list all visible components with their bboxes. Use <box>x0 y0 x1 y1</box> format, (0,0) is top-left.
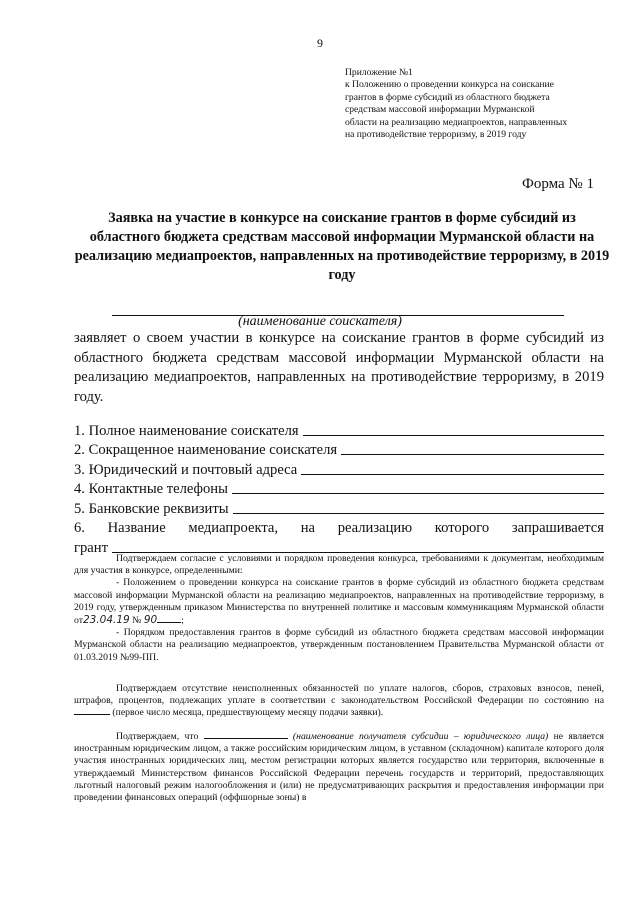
field-label-word: Название <box>107 520 166 536</box>
field-label-word: реализацию <box>337 520 413 536</box>
field-label: 5. Банковские реквизиты <box>74 500 229 517</box>
field-label-word: медиапроекта, <box>188 520 279 536</box>
confirmation-no-debts <box>74 683 604 720</box>
field-label: 1. Полное наименование соискателя <box>74 422 299 439</box>
field-bank-details <box>74 498 604 518</box>
field-phones <box>74 479 604 499</box>
field-input-line[interactable] <box>233 513 604 514</box>
field-input-line[interactable] <box>232 493 604 494</box>
field-input-line[interactable] <box>301 474 604 475</box>
number-sign: № <box>132 615 142 627</box>
not-foreign-text-b: не является иностранным юридическим лицом, а также российским юридическим лицом, в уставном (складочном) капитале которого доля участия иностранных юридических лиц, местом регистрации которых является государство или территория, включенные в утверждаемый Министерством финансов Российской Федерации перечень государств и территорий, предоставляющих льготный налоговый режим налогообложения и (или) не предусматривающих раскрытия и предоставления информации при проведении финансовых операций (оффшорные зоны) в <box>74 731 605 804</box>
field-address <box>74 459 604 479</box>
field-label: 2. Сокращенное наименование соискателя <box>74 442 338 458</box>
no-debts-text <box>74 683 604 720</box>
appendix-line: средствам массовой информации Мурманской <box>345 104 535 116</box>
field-label-word: которого <box>434 520 490 536</box>
field-project-name <box>74 518 604 538</box>
field-label-word: на <box>300 520 316 536</box>
field-input-line[interactable] <box>341 454 604 455</box>
application-fields <box>74 420 604 557</box>
appendix-line: к Положению о проведении конкурса на соискание <box>345 79 554 91</box>
appendix-line: грантов в форме субсидий из областного бюджета <box>345 91 550 103</box>
field-label-word: 6. <box>74 520 85 536</box>
not-foreign-text <box>74 731 604 804</box>
form-number: Форма № 1 <box>522 176 594 192</box>
applicant-name-caption: (наименование соискателя) <box>238 314 402 329</box>
appendix-line: на противодействие терроризму, в 2019 году <box>345 129 527 141</box>
field-label-word: запрашивается <box>511 520 604 536</box>
conditions-item-procedure: - Порядком предоставления грантов в форме субсидий из областного бюджета средствам массовой информации Мурманской области на реализацию медиапроектов, утвержденным постановлением Правительства Мурманской области от 01.03.2019 №99-ПП. <box>74 627 604 663</box>
recipient-blank[interactable] <box>204 738 288 739</box>
application-title: Заявка на участие в конкурсе на соискание грантов в форме субсидий из областного бюджета средствам массовой информации Мурманской области на реализацию медиапроектов, направленных на противодействие терроризму, в 2019 году <box>74 210 610 283</box>
field-label: 4. Контактные телефоны <box>74 481 228 497</box>
field-input-line[interactable] <box>303 435 604 436</box>
appendix-line: области на реализацию медиапроектов, направленных <box>345 116 568 128</box>
not-foreign-text-a: Подтверждаем, что <box>116 731 199 742</box>
field-label: 3. Юридический и почтовый адреса <box>74 461 298 478</box>
item-terminator: ; <box>181 615 184 627</box>
no-debts-text-b: (первое число месяца, предшествующему месяцу подачи заявки). <box>112 707 384 719</box>
conditions-item-regulation <box>74 577 604 627</box>
conditions-intro: Подтверждаем согласие с условиями и порядком проведения конкурса, требованиями к документам, необходимым для участия в конкурсе, определенными: <box>74 553 604 577</box>
appendix-note <box>345 67 595 141</box>
number-blank[interactable] <box>157 622 181 623</box>
page-number: 9 <box>317 36 323 50</box>
confirmation-conditions <box>74 553 604 664</box>
field-full-name <box>74 420 604 440</box>
no-debts-text-a: Подтверждаем отсутствие неисполненных обязанностей по уплате налогов, сборов, страховых взносов, пеней, штрафов, процентов, подлежащих уплате в соответствии с законодательством Российской Федерации по состоянию на <box>74 683 604 707</box>
date-blank[interactable] <box>74 714 110 715</box>
appendix-heading: Приложение №1 <box>345 67 413 78</box>
handwritten-number: 90 <box>143 614 158 627</box>
field-short-name <box>74 440 604 460</box>
confirmation-not-foreign <box>74 731 604 804</box>
conditions-item-text: - Положением о проведении конкурса на соискание грантов в форме субсидий из областного бюджета средствам массовой информации Мурманской области на реализацию медиапроектов, направленных на противодействие терроризму, в 2019 году, утвержденным приказом Министерства по внутренней политике и массовым коммуникациям Мурманской области от <box>74 577 604 627</box>
field-label: грант <box>74 539 108 556</box>
declaration-text: заявляет о своем участии в конкурсе на соискание грантов в форме субсидий из областного бюджета средствам массовой информации Мурманской области на реализацию медиапроектов, направленных на противодействие терроризму, в 2019 году. <box>74 330 604 405</box>
recipient-caption: (наименование получателя субсидии – юридического лица) <box>292 731 549 742</box>
handwritten-date: 23.04.19 <box>82 614 130 627</box>
